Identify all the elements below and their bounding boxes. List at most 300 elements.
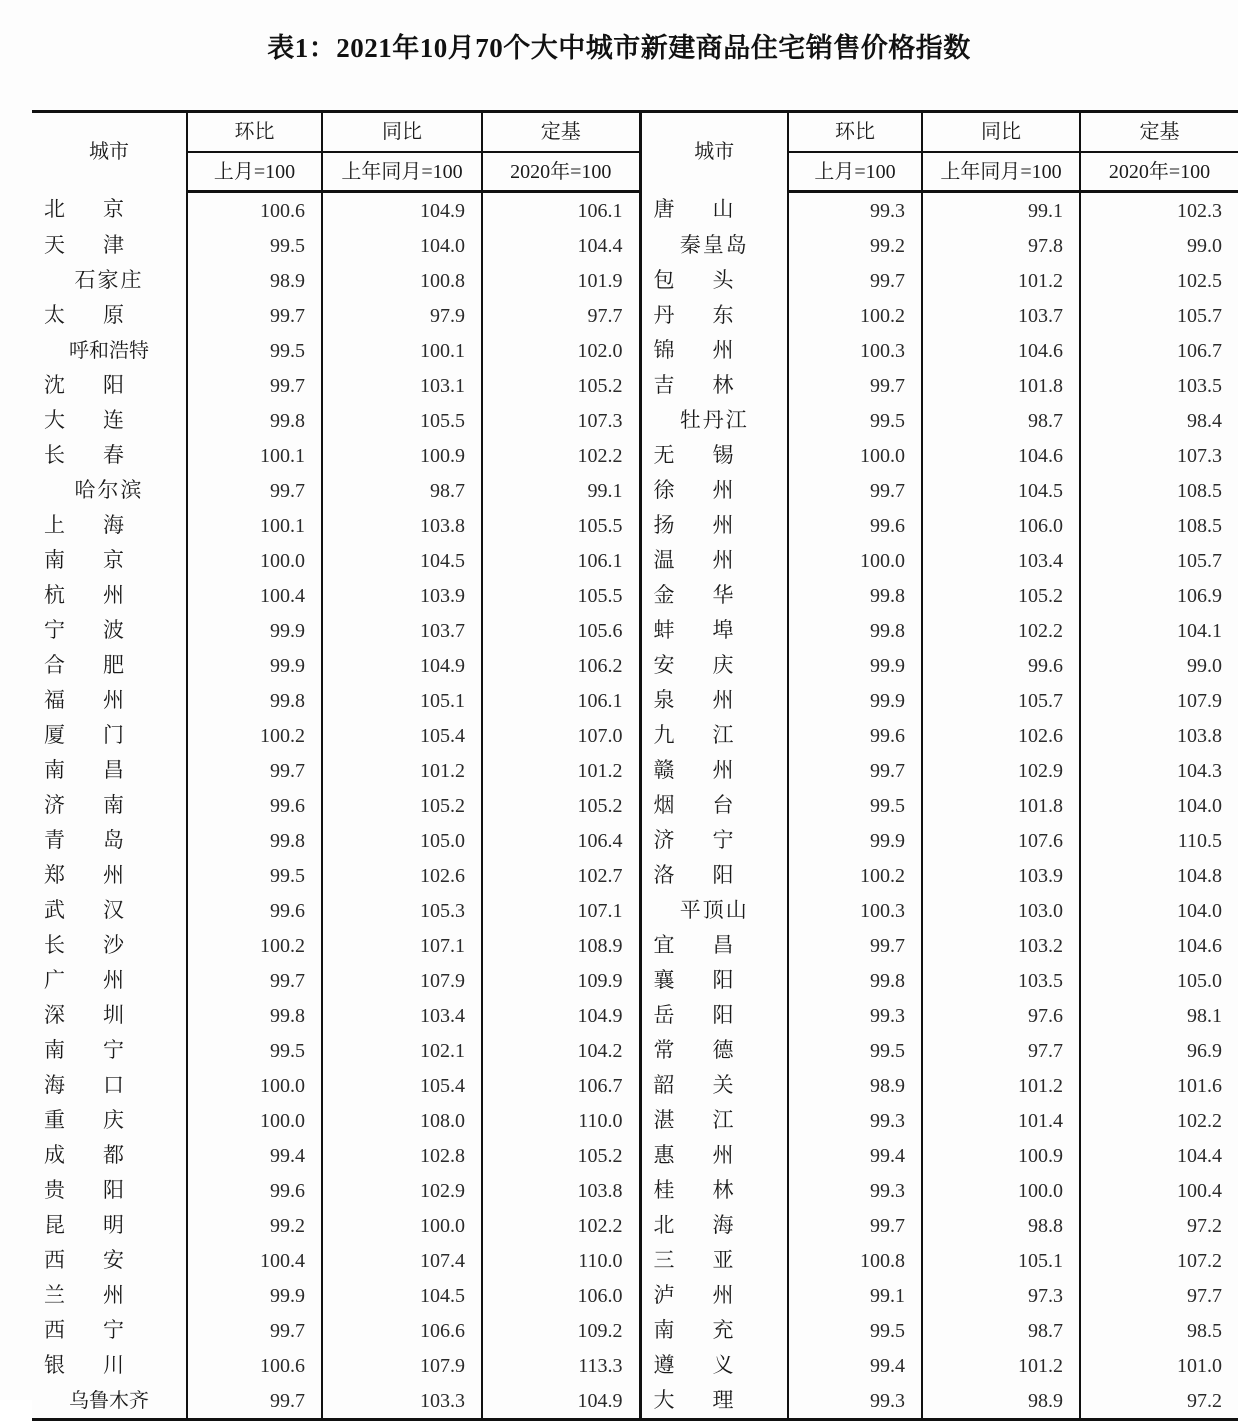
city-name-cell [640, 1068, 788, 1103]
city-name: 贵 阳 [44, 1178, 124, 1202]
yoy-value-right: 99.1 [922, 192, 1080, 229]
city-name: 呼和浩特 [69, 340, 149, 362]
yoy-value-left: 104.9 [322, 648, 482, 683]
mom-value-left: 100.0 [187, 543, 322, 578]
mom-value-right: 99.4 [788, 1138, 922, 1173]
city-name-cell [640, 1103, 788, 1138]
yoy-value-left: 103.7 [322, 613, 482, 648]
mom-value-right: 99.8 [788, 578, 922, 613]
mom-value-right: 99.9 [788, 648, 922, 683]
base-value-left: 109.9 [482, 963, 640, 998]
city-name: 三 亚 [653, 1248, 734, 1272]
mom-value-right: 100.0 [788, 438, 922, 473]
city-name-cell [32, 473, 187, 508]
table-row [32, 228, 1238, 263]
base-value-right: 104.3 [1080, 753, 1238, 788]
city-name: 乌鲁木齐 [69, 1390, 149, 1412]
yoy-value-right: 103.2 [922, 928, 1080, 963]
yoy-value-right: 97.7 [922, 1033, 1080, 1068]
city-name: 兰 州 [44, 1283, 124, 1307]
yoy-value-right: 101.2 [922, 263, 1080, 298]
yoy-value-left: 108.0 [322, 1103, 482, 1138]
base-value-right: 104.1 [1080, 613, 1238, 648]
header-mom-left: 环比 [187, 112, 322, 153]
base-value-right: 103.8 [1080, 718, 1238, 753]
mom-value-left: 99.9 [187, 648, 322, 683]
city-name-cell [640, 823, 788, 858]
yoy-value-left: 102.8 [322, 1138, 482, 1173]
city-name: 长 春 [44, 443, 124, 467]
base-value-left: 107.0 [482, 718, 640, 753]
city-name-cell [32, 438, 187, 473]
header-yoy-right: 同比 [922, 112, 1080, 153]
mom-value-right: 99.6 [788, 508, 922, 543]
mom-value-left: 99.7 [187, 298, 322, 333]
table-row [32, 1313, 1238, 1348]
city-name: 泸 州 [653, 1283, 734, 1307]
table-row [32, 1033, 1238, 1068]
yoy-value-left: 103.1 [322, 368, 482, 403]
mom-value-right: 99.3 [788, 998, 922, 1033]
yoy-value-right: 98.8 [922, 1208, 1080, 1243]
yoy-value-right: 105.1 [922, 1243, 1080, 1278]
city-name-cell [32, 543, 187, 578]
yoy-value-right: 97.6 [922, 998, 1080, 1033]
header-mom-right: 环比 [788, 112, 922, 153]
city-name-cell [32, 788, 187, 823]
base-value-right: 97.2 [1080, 1383, 1238, 1420]
city-name: 长 沙 [44, 933, 124, 957]
city-name: 广 州 [44, 968, 124, 992]
base-value-right: 98.5 [1080, 1313, 1238, 1348]
city-name-cell [640, 1383, 788, 1420]
yoy-value-left: 100.8 [322, 263, 482, 298]
city-name-cell [640, 1208, 788, 1243]
base-value-left: 106.0 [482, 1278, 640, 1313]
table-row [32, 718, 1238, 753]
city-name: 南 充 [653, 1318, 734, 1342]
base-value-right: 108.5 [1080, 508, 1238, 543]
base-value-left: 107.3 [482, 403, 640, 438]
mom-value-left: 100.1 [187, 438, 322, 473]
city-name-cell [32, 368, 187, 403]
base-value-left: 105.2 [482, 1138, 640, 1173]
city-name: 岳 阳 [653, 1003, 734, 1027]
city-name-cell [640, 893, 788, 928]
city-name-cell [32, 823, 187, 858]
base-value-left: 103.8 [482, 1173, 640, 1208]
base-value-left: 104.9 [482, 1383, 640, 1420]
table-row [32, 1348, 1238, 1383]
base-value-right: 105.0 [1080, 963, 1238, 998]
yoy-value-left: 107.1 [322, 928, 482, 963]
header-base-right: 定基 [1080, 112, 1238, 153]
city-name-cell [640, 683, 788, 718]
header-row-group [32, 112, 1238, 153]
city-name: 沈 阳 [44, 373, 124, 397]
city-name: 牡丹江 [679, 408, 749, 432]
yoy-value-left: 97.9 [322, 298, 482, 333]
base-value-left: 108.9 [482, 928, 640, 963]
base-value-right: 108.5 [1080, 473, 1238, 508]
city-name-cell [32, 893, 187, 928]
yoy-value-right: 105.2 [922, 578, 1080, 613]
base-value-right: 99.0 [1080, 648, 1238, 683]
yoy-value-right: 98.7 [922, 1313, 1080, 1348]
header-yoy-basis-left: 上年同月=100 [322, 152, 482, 192]
city-name: 包 头 [653, 268, 734, 292]
yoy-value-right: 105.7 [922, 683, 1080, 718]
yoy-value-left: 105.2 [322, 788, 482, 823]
table-row [32, 368, 1238, 403]
yoy-value-left: 105.4 [322, 718, 482, 753]
city-name-cell [640, 648, 788, 683]
table-row [32, 543, 1238, 578]
city-name: 赣 州 [653, 758, 734, 782]
yoy-value-left: 102.9 [322, 1173, 482, 1208]
yoy-value-right: 103.0 [922, 893, 1080, 928]
header-city-right: 城市 [640, 112, 788, 192]
city-name-cell [640, 263, 788, 298]
yoy-value-right: 104.5 [922, 473, 1080, 508]
mom-value-left: 99.8 [187, 823, 322, 858]
city-name-cell [32, 263, 187, 298]
city-name-cell [32, 718, 187, 753]
mom-value-left: 99.8 [187, 403, 322, 438]
yoy-value-left: 104.5 [322, 543, 482, 578]
city-name: 合 肥 [44, 653, 124, 677]
base-value-left: 110.0 [482, 1103, 640, 1138]
mom-value-left: 99.6 [187, 1173, 322, 1208]
base-value-right: 104.6 [1080, 928, 1238, 963]
yoy-value-left: 106.6 [322, 1313, 482, 1348]
base-value-right: 103.5 [1080, 368, 1238, 403]
mom-value-left: 98.9 [187, 263, 322, 298]
mom-value-right: 99.4 [788, 1348, 922, 1383]
header-yoy-left: 同比 [322, 112, 482, 153]
base-value-right: 101.0 [1080, 1348, 1238, 1383]
mom-value-left: 99.7 [187, 753, 322, 788]
table-row [32, 508, 1238, 543]
city-name: 哈尔滨 [74, 478, 144, 502]
header-city-left: 城市 [32, 112, 187, 192]
city-name: 常 德 [653, 1038, 734, 1062]
city-name: 太 原 [44, 303, 124, 327]
mom-value-right: 99.3 [788, 1383, 922, 1420]
base-value-left: 105.5 [482, 578, 640, 613]
mom-value-right: 99.7 [788, 753, 922, 788]
city-name-cell [640, 298, 788, 333]
city-name: 银 川 [44, 1353, 124, 1377]
mom-value-left: 99.8 [187, 683, 322, 718]
city-name: 平顶山 [679, 898, 749, 922]
yoy-value-right: 98.7 [922, 403, 1080, 438]
city-name-cell [640, 473, 788, 508]
city-name-cell [640, 368, 788, 403]
base-value-right: 104.0 [1080, 893, 1238, 928]
city-name-cell [640, 1033, 788, 1068]
table-row [32, 1208, 1238, 1243]
price-index-table [32, 110, 1238, 1421]
city-name-cell [32, 1033, 187, 1068]
table-header [32, 112, 1238, 192]
city-name: 南 宁 [44, 1038, 124, 1062]
yoy-value-right: 101.4 [922, 1103, 1080, 1138]
city-name-cell [32, 928, 187, 963]
mom-value-left: 99.5 [187, 333, 322, 368]
base-value-right: 102.5 [1080, 263, 1238, 298]
base-value-left: 102.2 [482, 1208, 640, 1243]
mom-value-left: 99.5 [187, 1033, 322, 1068]
mom-value-left: 100.2 [187, 928, 322, 963]
table-row [32, 753, 1238, 788]
base-value-right: 107.3 [1080, 438, 1238, 473]
base-value-left: 105.5 [482, 508, 640, 543]
city-name: 成 都 [44, 1143, 124, 1167]
mom-value-left: 99.7 [187, 473, 322, 508]
city-name: 泉 州 [653, 688, 734, 712]
city-name: 南 昌 [44, 758, 124, 782]
table-row [32, 333, 1238, 368]
base-value-left: 97.7 [482, 298, 640, 333]
city-name: 惠 州 [653, 1143, 734, 1167]
city-name: 杭 州 [44, 583, 124, 607]
header-yoy-basis-right: 上年同月=100 [922, 152, 1080, 192]
base-value-left: 101.2 [482, 753, 640, 788]
mom-value-left: 99.7 [187, 368, 322, 403]
base-value-left: 102.0 [482, 333, 640, 368]
city-name: 吉 林 [653, 373, 734, 397]
base-value-left: 106.1 [482, 543, 640, 578]
mom-value-right: 99.6 [788, 718, 922, 753]
base-value-left: 106.4 [482, 823, 640, 858]
city-name-cell [32, 1068, 187, 1103]
city-name: 济 南 [44, 793, 124, 817]
mom-value-left: 100.1 [187, 508, 322, 543]
mom-value-left: 100.4 [187, 1243, 322, 1278]
yoy-value-left: 103.3 [322, 1383, 482, 1420]
mom-value-left: 100.2 [187, 718, 322, 753]
base-value-right: 99.0 [1080, 228, 1238, 263]
yoy-value-right: 101.2 [922, 1348, 1080, 1383]
yoy-value-right: 100.0 [922, 1173, 1080, 1208]
city-name-cell [640, 1243, 788, 1278]
city-name: 无 锡 [653, 443, 734, 467]
header-base-basis-right: 2020年=100 [1080, 152, 1238, 192]
yoy-value-right: 102.6 [922, 718, 1080, 753]
city-name-cell [32, 228, 187, 263]
city-name-cell [640, 788, 788, 823]
table-row [32, 1138, 1238, 1173]
city-name: 洛 阳 [653, 863, 734, 887]
yoy-value-left: 100.0 [322, 1208, 482, 1243]
table-row [32, 473, 1238, 508]
table-row [32, 1068, 1238, 1103]
city-name: 石家庄 [74, 268, 144, 292]
city-name: 上 海 [44, 513, 124, 537]
city-name: 宁 波 [44, 618, 124, 642]
yoy-value-right: 97.3 [922, 1278, 1080, 1313]
city-name: 青 岛 [44, 828, 124, 852]
base-value-left: 105.2 [482, 788, 640, 823]
table-row [32, 263, 1238, 298]
city-name-cell [640, 928, 788, 963]
yoy-value-right: 100.9 [922, 1138, 1080, 1173]
city-name-cell [32, 998, 187, 1033]
city-name: 昆 明 [44, 1213, 124, 1237]
city-name: 徐 州 [653, 478, 734, 502]
base-value-left: 105.6 [482, 613, 640, 648]
yoy-value-left: 98.7 [322, 473, 482, 508]
table-row [32, 858, 1238, 893]
base-value-left: 104.2 [482, 1033, 640, 1068]
table-row [32, 578, 1238, 613]
base-value-left: 106.1 [482, 192, 640, 229]
mom-value-right: 99.8 [788, 963, 922, 998]
yoy-value-left: 102.6 [322, 858, 482, 893]
yoy-value-left: 104.0 [322, 228, 482, 263]
city-name-cell [32, 1103, 187, 1138]
base-value-right: 96.9 [1080, 1033, 1238, 1068]
yoy-value-right: 101.8 [922, 368, 1080, 403]
table-row [32, 1278, 1238, 1313]
city-name: 深 圳 [44, 1003, 124, 1027]
city-name: 天 津 [44, 233, 124, 257]
base-value-right: 97.2 [1080, 1208, 1238, 1243]
yoy-value-right: 104.6 [922, 438, 1080, 473]
city-name-cell [32, 1383, 187, 1420]
yoy-value-left: 105.1 [322, 683, 482, 718]
mom-value-right: 100.2 [788, 298, 922, 333]
mom-value-right: 100.0 [788, 543, 922, 578]
header-row-basis [32, 152, 1238, 192]
base-value-right: 110.5 [1080, 823, 1238, 858]
table-row [32, 823, 1238, 858]
mom-value-right: 99.7 [788, 928, 922, 963]
table-body [32, 192, 1238, 1420]
city-name: 福 州 [44, 688, 124, 712]
mom-value-right: 99.5 [788, 1313, 922, 1348]
yoy-value-right: 104.6 [922, 333, 1080, 368]
table-row [32, 893, 1238, 928]
yoy-value-right: 102.2 [922, 613, 1080, 648]
yoy-value-left: 105.4 [322, 1068, 482, 1103]
base-value-right: 98.4 [1080, 403, 1238, 438]
city-name-cell [640, 438, 788, 473]
yoy-value-left: 100.1 [322, 333, 482, 368]
yoy-value-right: 101.8 [922, 788, 1080, 823]
city-name: 金 华 [653, 583, 734, 607]
table-row [32, 1173, 1238, 1208]
header-base-left: 定基 [482, 112, 640, 153]
table-row [32, 683, 1238, 718]
yoy-value-right: 98.9 [922, 1383, 1080, 1420]
city-name: 郑 州 [44, 863, 124, 887]
city-name-cell [640, 718, 788, 753]
city-name-cell [640, 543, 788, 578]
city-name-cell [640, 403, 788, 438]
table-row [32, 928, 1238, 963]
base-value-right: 102.2 [1080, 1103, 1238, 1138]
yoy-value-right: 107.6 [922, 823, 1080, 858]
base-value-left: 106.1 [482, 683, 640, 718]
mom-value-left: 100.6 [187, 1348, 322, 1383]
city-name-cell [640, 613, 788, 648]
yoy-value-right: 99.6 [922, 648, 1080, 683]
city-name-cell [32, 1348, 187, 1383]
city-name-cell [32, 858, 187, 893]
city-name-cell [640, 1138, 788, 1173]
mom-value-left: 99.5 [187, 228, 322, 263]
city-name: 蚌 埠 [653, 618, 734, 642]
mom-value-right: 99.3 [788, 1173, 922, 1208]
table-row [32, 1243, 1238, 1278]
base-value-right: 97.7 [1080, 1278, 1238, 1313]
base-value-left: 110.0 [482, 1243, 640, 1278]
mom-value-left: 100.4 [187, 578, 322, 613]
mom-value-left: 99.4 [187, 1138, 322, 1173]
mom-value-left: 99.6 [187, 788, 322, 823]
city-name-cell [640, 998, 788, 1033]
yoy-value-right: 106.0 [922, 508, 1080, 543]
city-name: 湛 江 [653, 1108, 734, 1132]
city-name: 大 连 [44, 408, 124, 432]
base-value-right: 107.9 [1080, 683, 1238, 718]
mom-value-right: 99.5 [788, 403, 922, 438]
city-name-cell [32, 1173, 187, 1208]
city-name: 武 汉 [44, 898, 124, 922]
base-value-right: 100.4 [1080, 1173, 1238, 1208]
mom-value-right: 100.2 [788, 858, 922, 893]
table-row [32, 192, 1238, 229]
mom-value-left: 99.8 [187, 998, 322, 1033]
city-name-cell [32, 508, 187, 543]
base-value-left: 106.2 [482, 648, 640, 683]
header-mom-basis-left: 上月=100 [187, 152, 322, 192]
yoy-value-right: 103.5 [922, 963, 1080, 998]
base-value-left: 104.4 [482, 228, 640, 263]
header-mom-basis-right: 上月=100 [788, 152, 922, 192]
mom-value-left: 100.6 [187, 192, 322, 229]
base-value-left: 101.9 [482, 263, 640, 298]
yoy-value-right: 101.2 [922, 1068, 1080, 1103]
city-name: 济 宁 [653, 828, 734, 852]
yoy-value-left: 100.9 [322, 438, 482, 473]
city-name-cell [640, 858, 788, 893]
city-name: 大 理 [653, 1388, 734, 1412]
city-name: 西 宁 [44, 1318, 124, 1342]
yoy-value-left: 105.5 [322, 403, 482, 438]
mom-value-right: 98.9 [788, 1068, 922, 1103]
city-name-cell [640, 753, 788, 788]
city-name-cell [640, 1278, 788, 1313]
city-name-cell [32, 963, 187, 998]
city-name: 锦 州 [653, 338, 734, 362]
base-value-right: 98.1 [1080, 998, 1238, 1033]
city-name-cell [640, 1348, 788, 1383]
table-row [32, 438, 1238, 473]
mom-value-left: 100.0 [187, 1068, 322, 1103]
table-row [32, 963, 1238, 998]
mom-value-right: 99.8 [788, 613, 922, 648]
price-index-table-container [32, 110, 1238, 1421]
mom-value-left: 99.6 [187, 893, 322, 928]
base-value-left: 106.7 [482, 1068, 640, 1103]
base-value-left: 102.7 [482, 858, 640, 893]
city-name: 厦 门 [44, 723, 124, 747]
base-value-right: 101.6 [1080, 1068, 1238, 1103]
city-name: 重 庆 [44, 1108, 124, 1132]
